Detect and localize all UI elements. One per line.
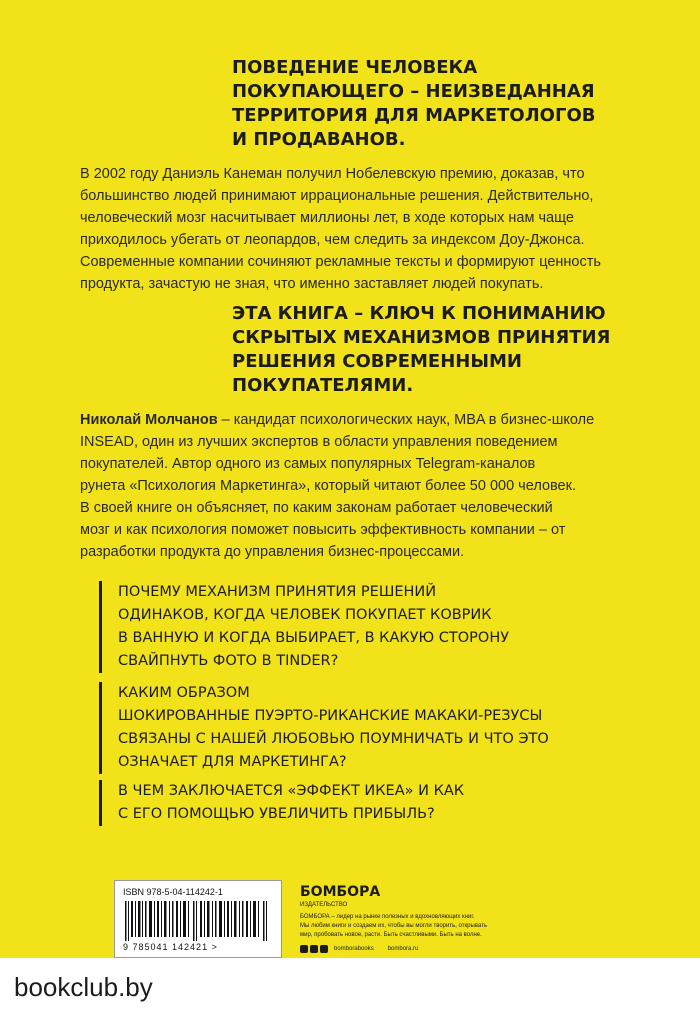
heading-consumer-behavior — [232, 56, 652, 152]
question-block-decision — [99, 581, 678, 673]
question-line: СВАЙПНУТЬ ФОТО В TINDER? — [118, 653, 339, 669]
isbn-barcode — [114, 880, 282, 958]
publisher-social-links — [300, 944, 418, 954]
author-paragraph — [80, 409, 640, 563]
publisher-logo: БОМБОРА — [300, 884, 381, 900]
watermark-bar — [0, 958, 700, 1014]
publisher-description-line: мир, пробовать новое, расти. Быть счастливыми. Быть на волне. — [300, 932, 482, 938]
facebook-icon[interactable] — [300, 945, 308, 953]
barcode-bars — [123, 901, 273, 941]
question-line: С ЕГО ПОМОЩЬЮ УВЕЛИЧИТЬ ПРИБЫЛЬ? — [118, 806, 435, 822]
question-block-macaques — [99, 682, 678, 774]
intro-paragraph — [80, 163, 640, 295]
paragraph-line: продукта, зачастую не зная, что именно заставляет людей покупать. — [80, 276, 544, 292]
heading-line: И ПРОДАВАНОВ. — [232, 129, 406, 150]
question-line: В ЧЕМ ЗАКЛЮЧАЕТСЯ «ЭФФЕКТ ИКЕА» И КАК — [118, 783, 465, 799]
isbn-label: ISBN 978-5-04-114242-1 — [123, 887, 223, 897]
question-line: ПОЧЕМУ МЕХАНИЗМ ПРИНЯТИЯ РЕШЕНИЙ — [118, 584, 437, 600]
author-intro: – кандидат психологических наук, MBA в бизнес-школе — [217, 412, 595, 428]
question-line: В ВАННУЮ И КОГДА ВЫБИРАЕТ, В КАКУЮ СТОРОНУ — [118, 630, 510, 646]
heading-line: ПОВЕДЕНИЕ ЧЕЛОВЕКА — [232, 57, 478, 78]
question-line: КАКИМ ОБРАЗОМ — [118, 685, 250, 701]
paragraph-line: В своей книге он объясняет, по каким законам работает человеческий — [80, 500, 553, 516]
paragraph-line: большинство людей принимают иррациональные решения. Действительно, — [80, 188, 594, 204]
barcode-number: 9 785041 142421 > — [123, 942, 218, 952]
question-line: ШОКИРОВАННЫЕ ПУЭРТО-РИКАНСКИЕ МАКАКИ-РЕЗУСЫ — [118, 708, 543, 724]
heading-line: СКРЫТЫХ МЕХАНИЗМОВ ПРИНЯТИЯ — [232, 327, 611, 348]
heading-line: ПОКУПАЮЩЕГО – НЕИЗВЕДАННАЯ — [232, 81, 595, 102]
publisher-description — [300, 913, 600, 940]
heading-line: ТЕРРИТОРИЯ ДЛЯ МАРКЕТОЛОГОВ — [232, 105, 596, 126]
paragraph-line: приходилось убегать от леопардов, чем следить за индексом Доу-Джонса. — [80, 232, 585, 248]
paragraph-line — [80, 409, 640, 431]
paragraph-line: разработки продукта до управления бизнес-процессами. — [80, 544, 465, 560]
publisher-description-line: Мы любим книги и создаем их, чтобы вы могли творить, открывать — [300, 923, 487, 929]
question-block-ikea — [99, 780, 678, 826]
social-handle[interactable]: bomborabooks — [334, 946, 374, 952]
paragraph-line: мозг и как психология поможет повысить эффективность компании – от — [80, 522, 566, 538]
heading-line: РЕШЕНИЯ СОВРЕМЕННЫМИ — [232, 351, 522, 372]
watermark-text: bookclub.by — [14, 972, 153, 1002]
heading-book-key — [232, 302, 652, 398]
paragraph-line: покупателей. Автор одного из самых популярных Telegram-каналов — [80, 456, 536, 472]
vk-icon[interactable] — [310, 945, 318, 953]
question-line: СВЯЗАНЫ С НАШЕЙ ЛЮБОВЬЮ ПОУМНИЧАТЬ И ЧТО ЭТО — [118, 731, 549, 747]
question-line: ОДИНАКОВ, КОГДА ЧЕЛОВЕК ПОКУПАЕТ КОВРИК — [118, 607, 492, 623]
paragraph-line: В 2002 году Даниэль Канеман получил Нобелевскую премию, доказав, что — [80, 166, 585, 182]
author-name: Николай Молчанов — [80, 412, 218, 428]
publisher-website[interactable]: bombora.ru — [387, 946, 419, 952]
paragraph-line: рунета «Психология Маркетинга», который читают более 50 000 человек. — [80, 478, 576, 494]
publisher-description-line: БОМБОРА – лидер на рынке полезных и вдохновляющих книг. — [300, 914, 475, 920]
heading-line: ПОКУПАТЕЛЯМИ. — [232, 375, 414, 396]
paragraph-line: INSEAD, один из лучших экспертов в области управления поведением — [80, 434, 558, 450]
question-line: ОЗНАЧАЕТ ДЛЯ МАРКЕТИНГА? — [118, 754, 347, 770]
paragraph-line: человеческий мозг насчитывает миллионы лет, в ходе которых нам чаще — [80, 210, 574, 226]
heading-line: ЭТА КНИГА – КЛЮЧ К ПОНИМАНИЮ — [232, 303, 606, 324]
publisher-subtitle: ИЗДАТЕЛЬСТВО — [300, 902, 348, 908]
paragraph-line: Современные компании сочиняют рекламные тексты и формируют ценность — [80, 254, 601, 270]
instagram-icon[interactable] — [320, 945, 328, 953]
